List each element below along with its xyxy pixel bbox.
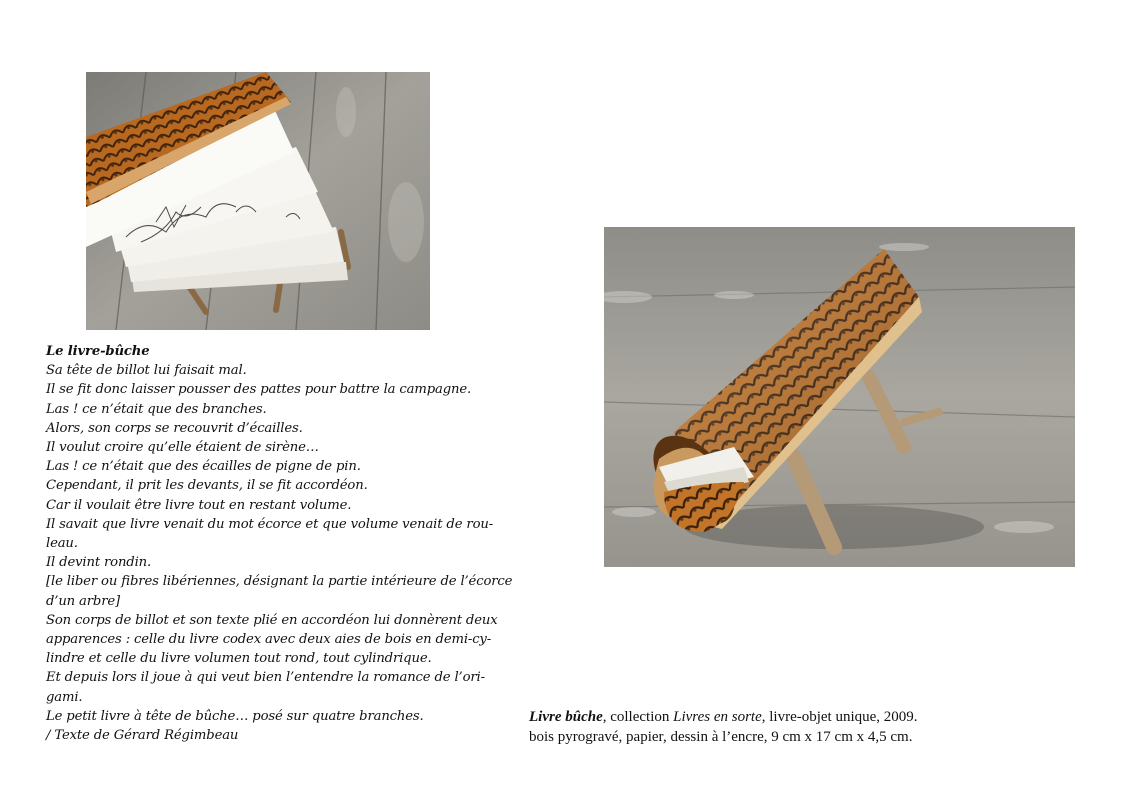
- poem-line: Il savait que livre venait du mot écorce et que volume venait de rou-: [46, 516, 494, 532]
- caption-title: Livre bûche: [529, 709, 603, 725]
- poem-author-credit: / Texte de Gérard Régimbeau: [46, 728, 239, 744]
- poem-line: Son corps de billot et son texte plié en accordéon lui donnèrent deux: [46, 612, 498, 628]
- poem-text-block: [46, 342, 513, 745]
- poem-line: gami.: [46, 689, 83, 705]
- poem-line: Cependant, il prit les devants, il se fit accordéon.: [46, 478, 368, 494]
- poem-line: Il se fit donc laisser pousser des pattes pour battre la campagne.: [46, 382, 472, 398]
- photo-open-accordion-book: [86, 72, 430, 330]
- poem-line: Et depuis lors il joue à qui veut bien l’entendre la romance de l’ori-: [46, 670, 485, 686]
- accordion-book-illustration: [86, 72, 430, 330]
- poem-line: d’un arbre]: [46, 593, 121, 609]
- log-book-illustration: [604, 227, 1075, 567]
- poem-line: lindre et celle du livre volumen tout rond, tout cylindrique.: [46, 651, 432, 667]
- poem-line: Il voulut croire qu’elle étaient de sirène…: [46, 440, 319, 456]
- poem-line: Sa tête de billot lui faisait mal.: [46, 363, 247, 379]
- caption-line-2: bois pyrogravé, papier, dessin à l’encre, 9 cm x 17 cm x 4,5 cm.: [529, 729, 913, 745]
- poem-line: Las ! ce n’était que des branches.: [46, 401, 267, 417]
- caption-collection: Livres en sorte: [673, 709, 762, 725]
- caption-line-1: [529, 707, 1089, 727]
- poem-line: Las ! ce n’était que des écailles de pigne de pin.: [46, 459, 361, 475]
- photo-closed-log-book: [604, 227, 1075, 567]
- poem-line: Car il voulait être livre tout en restant volume.: [46, 497, 352, 513]
- poem-line: [le liber ou fibres libériennes, désignant la partie intérieure de l’écorce: [46, 574, 513, 590]
- poem-line: leau.: [46, 536, 78, 552]
- poem-title: Le livre-bûche: [46, 344, 150, 359]
- poem-line: Il devint rondin.: [46, 555, 152, 571]
- poem-line: Alors, son corps se recouvrit d’écailles.: [46, 420, 303, 436]
- poem-line: apparences : celle du livre codex avec deux aies de bois en demi-cy-: [46, 632, 492, 648]
- artwork-caption: [529, 707, 1089, 747]
- caption-separator: , collection: [602, 709, 674, 725]
- poem-line: Le petit livre à tête de bûche… posé sur quatre branches.: [46, 708, 424, 724]
- caption-details: , livre-objet unique, 2009.: [761, 709, 918, 725]
